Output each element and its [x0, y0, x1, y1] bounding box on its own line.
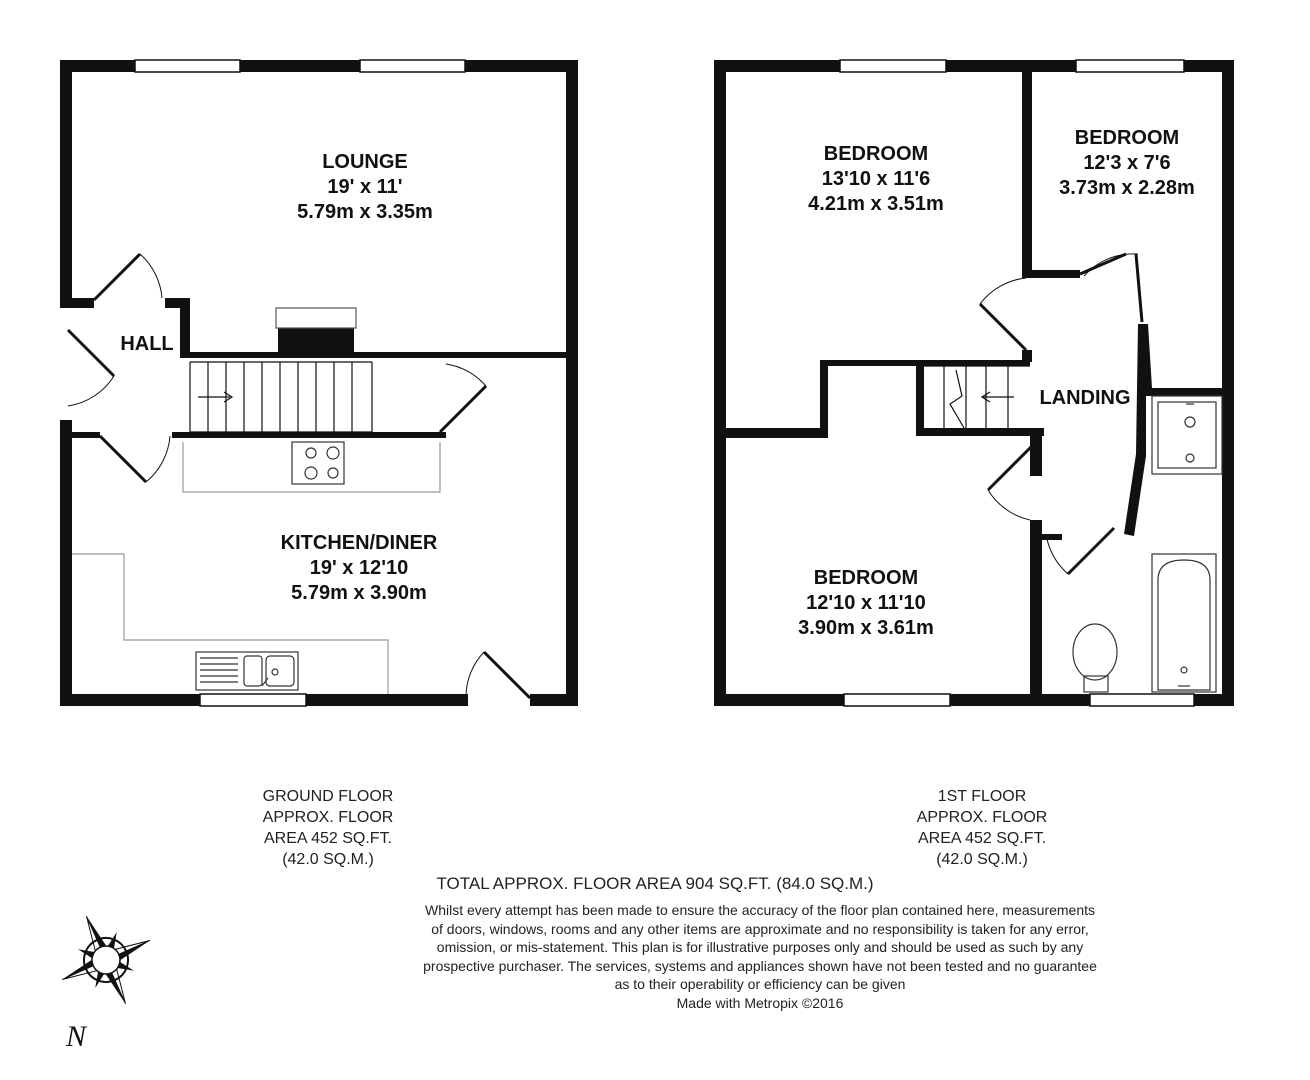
ground-floor-plan — [60, 60, 578, 706]
bedroom-rear-name: BEDROOM — [813, 567, 919, 589]
kitchen-imperial: 19' x 12'10 — [309, 557, 409, 579]
first-floor-stairs — [924, 366, 1030, 428]
hall-name: HALL — [120, 333, 174, 355]
compass-north-label: N — [66, 1020, 87, 1053]
lounge-imperial: 19' x 11' — [327, 176, 403, 198]
ground-floor-caption-line: APPROX. FLOOR — [262, 809, 394, 826]
first-floor-caption-line: AREA 452 SQ.FT. — [917, 830, 1047, 847]
ground-floor-caption — [228, 786, 428, 870]
ground-floor-stairs — [190, 362, 372, 432]
disclaimer-credit: Made with Metropix ©2016 — [676, 994, 844, 1011]
bedroom-front-name: BEDROOM — [823, 143, 929, 165]
first-floor-caption-line: 1ST FLOOR — [937, 788, 1027, 805]
lounge-metric: 5.79m x 3.35m — [297, 201, 433, 223]
disclaimer-line: omission, or mis-statement. This plan is for illustrative purposes only and should be used as such by any — [436, 939, 1084, 955]
disclaimer-line: Whilst every attempt has been made to ensure the accuracy of the floor plan contained here, measurements — [424, 902, 1096, 918]
first-floor-caption-line: (42.0 SQ.M.) — [936, 851, 1028, 868]
bedroom-small-metric: 3.73m x 2.28m — [1059, 177, 1195, 199]
bedroom-rear-metric: 3.90m x 3.61m — [798, 617, 934, 639]
disclaimer-line: of doors, windows, rooms and any other items are approximate and no responsibility is taken for any error, — [431, 920, 1089, 937]
landing-name: LANDING — [1039, 387, 1131, 409]
bedroom-small-imperial: 12'3 x 7'6 — [1083, 152, 1171, 174]
kitchen-metric: 5.79m x 3.90m — [291, 582, 427, 604]
first-floor-caption — [882, 786, 1082, 870]
ground-floor-doors — [68, 254, 530, 698]
disclaimer-line: prospective purchaser. The services, systems and appliances shown have not been tested and no guarantee — [423, 957, 1097, 974]
ground-floor-caption-line: GROUND FLOOR — [262, 788, 394, 805]
toilet-icon — [1073, 624, 1117, 692]
hob-icon — [292, 442, 344, 484]
ground-floor-windows — [135, 60, 465, 706]
first-floor-caption-line: APPROX. FLOOR — [916, 809, 1048, 826]
lounge-name: LOUNGE — [322, 151, 408, 173]
bedroom-front-imperial: 13'10 x 11'6 — [821, 168, 931, 190]
ground-floor-caption-line: (42.0 SQ.M.) — [282, 851, 374, 868]
bath-icon — [1152, 554, 1216, 692]
disclaimer-line: as to their operability or efficiency can be given — [614, 976, 906, 992]
first-floor-doors — [980, 254, 1142, 574]
bedroom-small-name: BEDROOM — [1074, 127, 1180, 149]
kitchen-name: KITCHEN/DINER — [280, 532, 438, 554]
ground-floor-walls — [60, 60, 578, 706]
bedroom-rear-imperial: 12'10 x 11'10 — [806, 592, 926, 614]
compass-rose-icon — [52, 914, 162, 1054]
disclaimer — [340, 901, 1180, 1012]
fireplace — [276, 308, 356, 328]
first-floor-plan — [714, 60, 1234, 706]
sink-icon — [196, 652, 298, 690]
bedroom-front-metric: 4.21m x 3.51m — [808, 193, 944, 215]
shower-icon — [1152, 396, 1222, 474]
total-floor-area: TOTAL APPROX. FLOOR AREA 904 SQ.FT. (84.0 SQ.M.) — [436, 874, 874, 893]
ground-floor-caption-line: AREA 452 SQ.FT. — [263, 830, 393, 847]
